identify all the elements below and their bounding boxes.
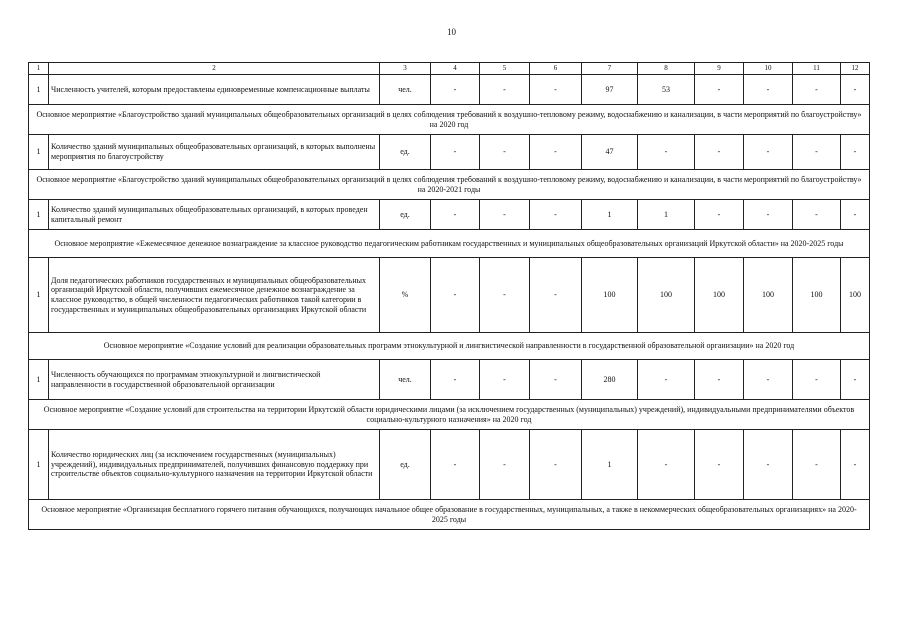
value-cell: 280 [582,360,638,400]
value-cell: 97 [582,75,638,105]
header-cell: 5 [480,63,530,75]
value-cell: 1 [638,200,695,230]
value-cell: - [841,360,870,400]
indicator-name: Доля педагогических работников государственных и муниципальных общеобразовательных организаций Иркутской области, получивших ежемесячное денежное вознаграждение за классное руководство, в общей численности педагогических работников такой категории в государственных и муниципальных общеобразовательных организациях Иркутской области [49,258,380,333]
value-cell: 100 [793,258,841,333]
value-cell: - [530,75,582,105]
value-cell: - [480,430,530,500]
header-cell: 6 [530,63,582,75]
section-title: Основное мероприятие «Создание условий для строительства на территории Иркутской области юридическими лицами (за исключением государственных (муниципальных) учреждений), индивидуальными предпринимателями объектов социально-культурного назначения» на 2020 год [29,400,870,430]
row-number: 1 [29,75,49,105]
header-row [29,63,870,75]
value-cell: 100 [638,258,695,333]
value-cell: - [480,200,530,230]
value-cell: 100 [582,258,638,333]
value-cell: - [530,258,582,333]
value-cell: - [431,135,480,170]
value-cell: 1 [582,430,638,500]
unit-cell: % [380,258,431,333]
value-cell: - [431,200,480,230]
value-cell: 100 [841,258,870,333]
header-cell: 7 [582,63,638,75]
header-cell: 3 [380,63,431,75]
value-cell: - [841,135,870,170]
indicator-row [29,258,870,333]
value-cell: - [695,360,744,400]
section-title: Основное мероприятие «Ежемесячное денежное вознаграждение за классное руководство педагогическим работникам государственных и муниципальных общеобразовательных организаций Иркутской области» на 2020-2025 годы [29,230,870,258]
unit-cell: ед. [380,200,431,230]
value-cell: - [480,135,530,170]
value-cell: - [480,75,530,105]
row-number: 1 [29,360,49,400]
unit-cell: ед. [380,430,431,500]
section-title: Основное мероприятие «Создание условий для реализации образовательных программ этнокультурной и лингвистической направленности в государственной образовательной организации» на 2020 год [29,333,870,360]
value-cell: - [695,200,744,230]
value-cell: - [841,430,870,500]
value-cell: - [793,360,841,400]
value-cell: - [793,430,841,500]
indicator-row [29,75,870,105]
indicator-name: Численность учителей, которым предоставлены единовременные компенсационные выплаты [49,75,380,105]
value-cell: - [431,258,480,333]
value-cell: - [530,360,582,400]
header-cell: 11 [793,63,841,75]
indicator-row [29,200,870,230]
value-cell: - [744,75,793,105]
header-cell: 2 [49,63,380,75]
section-title: Основное мероприятие «Благоустройство зданий муниципальных общеобразовательных организаций в целях соблюдения требований к воздушно-тепловому режиму, водоснабжению и канализации, в части мероприятий по благоустройству» на 2020 год [29,105,870,135]
indicator-name: Численность обучающихся по программам этнокультурной и лингвистической направленности в государственной образовательной организации [49,360,380,400]
unit-cell: чел. [380,75,431,105]
indicator-name: Количество зданий муниципальных общеобразовательных организаций, в которых выполнены мероприятия по благоустройству [49,135,380,170]
value-cell: 53 [638,75,695,105]
value-cell: - [480,360,530,400]
section-row [29,230,870,258]
value-cell: - [431,360,480,400]
indicator-name: Количество юридических лиц (за исключением государственных (муниципальных) учреждений), индивидуальных предпринимателей, получивших финансовую поддержку при строительстве объектов социально-культурного назначения на территории Иркутской области [49,430,380,500]
header-cell: 8 [638,63,695,75]
row-number: 1 [29,200,49,230]
value-cell: - [744,430,793,500]
section-row [29,170,870,200]
section-row [29,400,870,430]
value-cell: - [638,135,695,170]
header-cell: 12 [841,63,870,75]
header-cell: 10 [744,63,793,75]
value-cell: 47 [582,135,638,170]
header-cell: 1 [29,63,49,75]
value-cell: - [793,135,841,170]
value-cell: - [431,75,480,105]
header-cell: 9 [695,63,744,75]
indicator-name: Количество зданий муниципальных общеобразовательных организаций, в которых проведен капитальный ремонт [49,200,380,230]
value-cell: - [841,200,870,230]
value-cell: 1 [582,200,638,230]
row-number: 1 [29,430,49,500]
header-cell: 4 [431,63,480,75]
value-cell: - [793,200,841,230]
value-cell: - [695,75,744,105]
value-cell: - [530,430,582,500]
value-cell: - [695,430,744,500]
value-cell: - [695,135,744,170]
section-title: Основное мероприятие «Благоустройство зданий муниципальных общеобразовательных организаций в целях соблюдения требований к воздушно-тепловому режиму, водоснабжению и канализации, в части мероприятий по благоустройству» на 2020-2021 годы [29,170,870,200]
value-cell: - [480,258,530,333]
value-cell: - [744,135,793,170]
value-cell: - [841,75,870,105]
value-cell: - [793,75,841,105]
unit-cell: ед. [380,135,431,170]
value-cell: - [431,430,480,500]
row-number: 1 [29,258,49,333]
value-cell: - [530,200,582,230]
value-cell: - [744,360,793,400]
value-cell: - [638,360,695,400]
value-cell: 100 [695,258,744,333]
indicators-table [28,62,870,530]
row-number: 1 [29,135,49,170]
value-cell: - [530,135,582,170]
section-row [29,500,870,530]
section-row [29,105,870,135]
indicator-row [29,360,870,400]
page-number: 10 [447,27,456,37]
value-cell: - [744,200,793,230]
table-body [29,63,870,530]
value-cell: 100 [744,258,793,333]
section-row [29,333,870,360]
indicator-row [29,135,870,170]
unit-cell: чел. [380,360,431,400]
section-title: Основное мероприятие «Организация бесплатного горячего питания обучающихся, получающих начальное общее образование в государственных, муниципальных, а также в некоммерческих общеобразовательных организациях» на 2020-2025 годы [29,500,870,530]
indicator-row [29,430,870,500]
value-cell: - [638,430,695,500]
